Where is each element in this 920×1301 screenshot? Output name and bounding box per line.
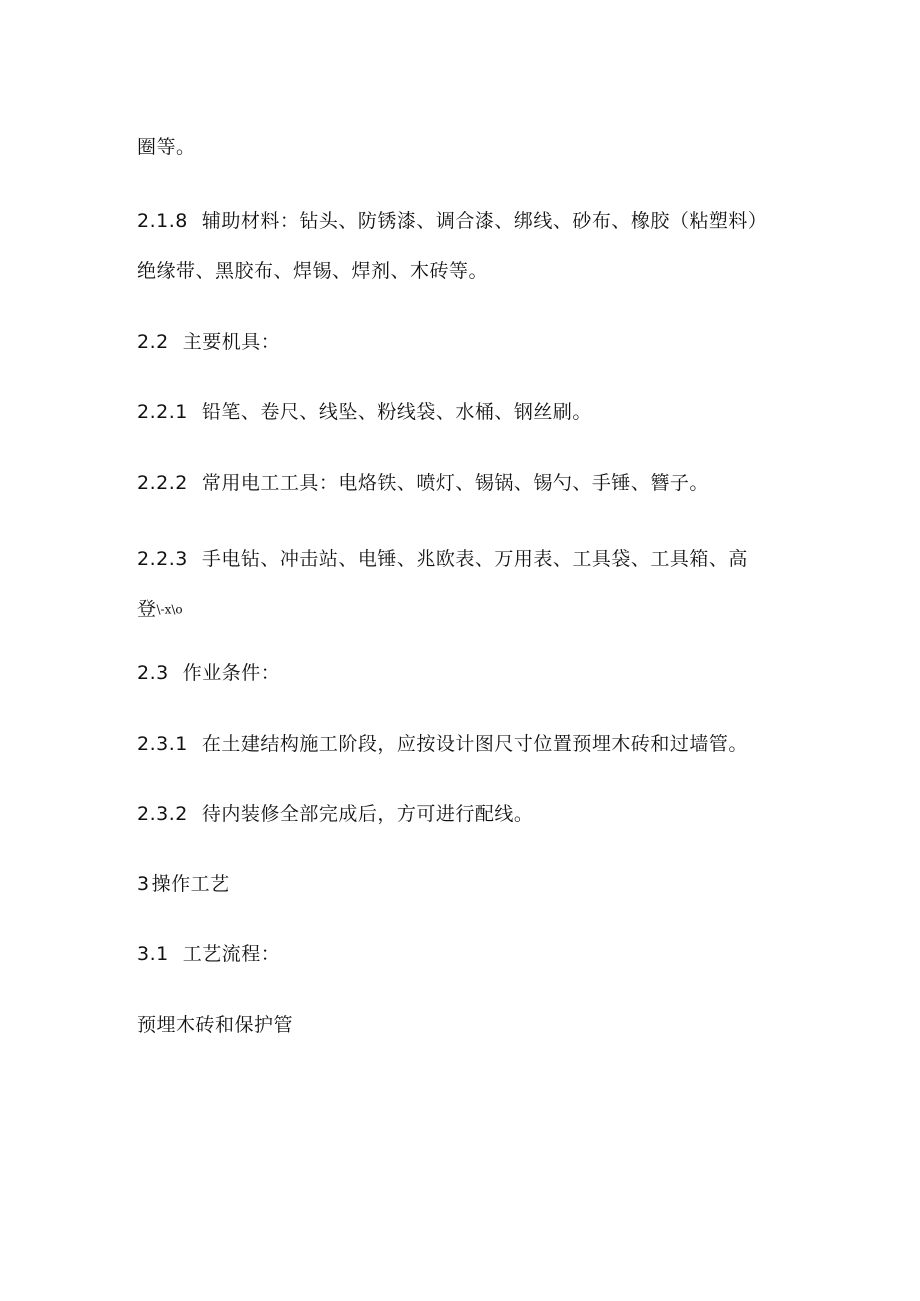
section-3-heading xyxy=(137,871,230,897)
section-number: 2.3 xyxy=(137,662,169,684)
section-2-1-8 xyxy=(137,208,767,234)
section-number: 3.1 xyxy=(137,943,169,965)
line-text: 铅笔、卷尺、线坠、粉线袋、水桶、钢丝刷。 xyxy=(201,401,592,423)
section-2-2-3 xyxy=(137,546,748,572)
line-text: 待内装修全部完成后，方可进行配线。 xyxy=(201,803,534,825)
line-text: 手电钻、冲击站、电锤、兆欧表、万用表、工具袋、工具箱、高 xyxy=(201,548,748,570)
text-line-continuation xyxy=(137,596,183,623)
section-2-2 xyxy=(137,329,280,355)
section-number: 2.2.1 xyxy=(137,401,188,423)
section-2-2-2 xyxy=(137,470,709,496)
section-number: 2.1.8 xyxy=(137,210,188,232)
section-2-3 xyxy=(137,660,280,686)
line-text: 工艺流程： xyxy=(182,943,281,965)
garbled-text: \-x\o xyxy=(156,602,183,617)
section-number: 2.2.2 xyxy=(137,472,188,494)
section-number: 2.3.2 xyxy=(137,803,188,825)
line-text: 操作工艺 xyxy=(151,873,230,895)
section-2-3-2 xyxy=(137,801,533,827)
text-line-continuation xyxy=(137,134,196,160)
line-text: 绝缘带、黑胶布、焊锡、焊剂、木砖等。 xyxy=(137,260,489,282)
section-number: 3 xyxy=(137,873,150,895)
line-text: 登 xyxy=(137,598,157,620)
section-number: 2.2 xyxy=(137,331,169,353)
section-3-1 xyxy=(137,941,280,967)
line-text: 在土建结构施工阶段，应按设计图尺寸位置预埋木砖和过墙管。 xyxy=(201,733,748,755)
line-text: 圈等。 xyxy=(137,136,196,158)
line-text: 辅助材料：钻头、防锈漆、调合漆、绑线、砂布、橡胶（粘塑料） xyxy=(201,210,768,232)
line-text: 作业条件： xyxy=(182,662,281,684)
section-2-3-1 xyxy=(137,731,748,757)
section-number: 2.3.1 xyxy=(137,733,188,755)
line-text: 常用电工工具：电烙铁、喷灯、锡锅、锡勺、手锤、簪子。 xyxy=(201,472,709,494)
line-text: 预埋木砖和保护管 xyxy=(137,1014,294,1036)
section-number: 2.2.3 xyxy=(137,548,188,570)
process-step xyxy=(137,1012,293,1038)
section-2-2-1 xyxy=(137,399,592,425)
line-text: 主要机具： xyxy=(182,331,281,353)
text-line-continuation xyxy=(137,258,488,284)
